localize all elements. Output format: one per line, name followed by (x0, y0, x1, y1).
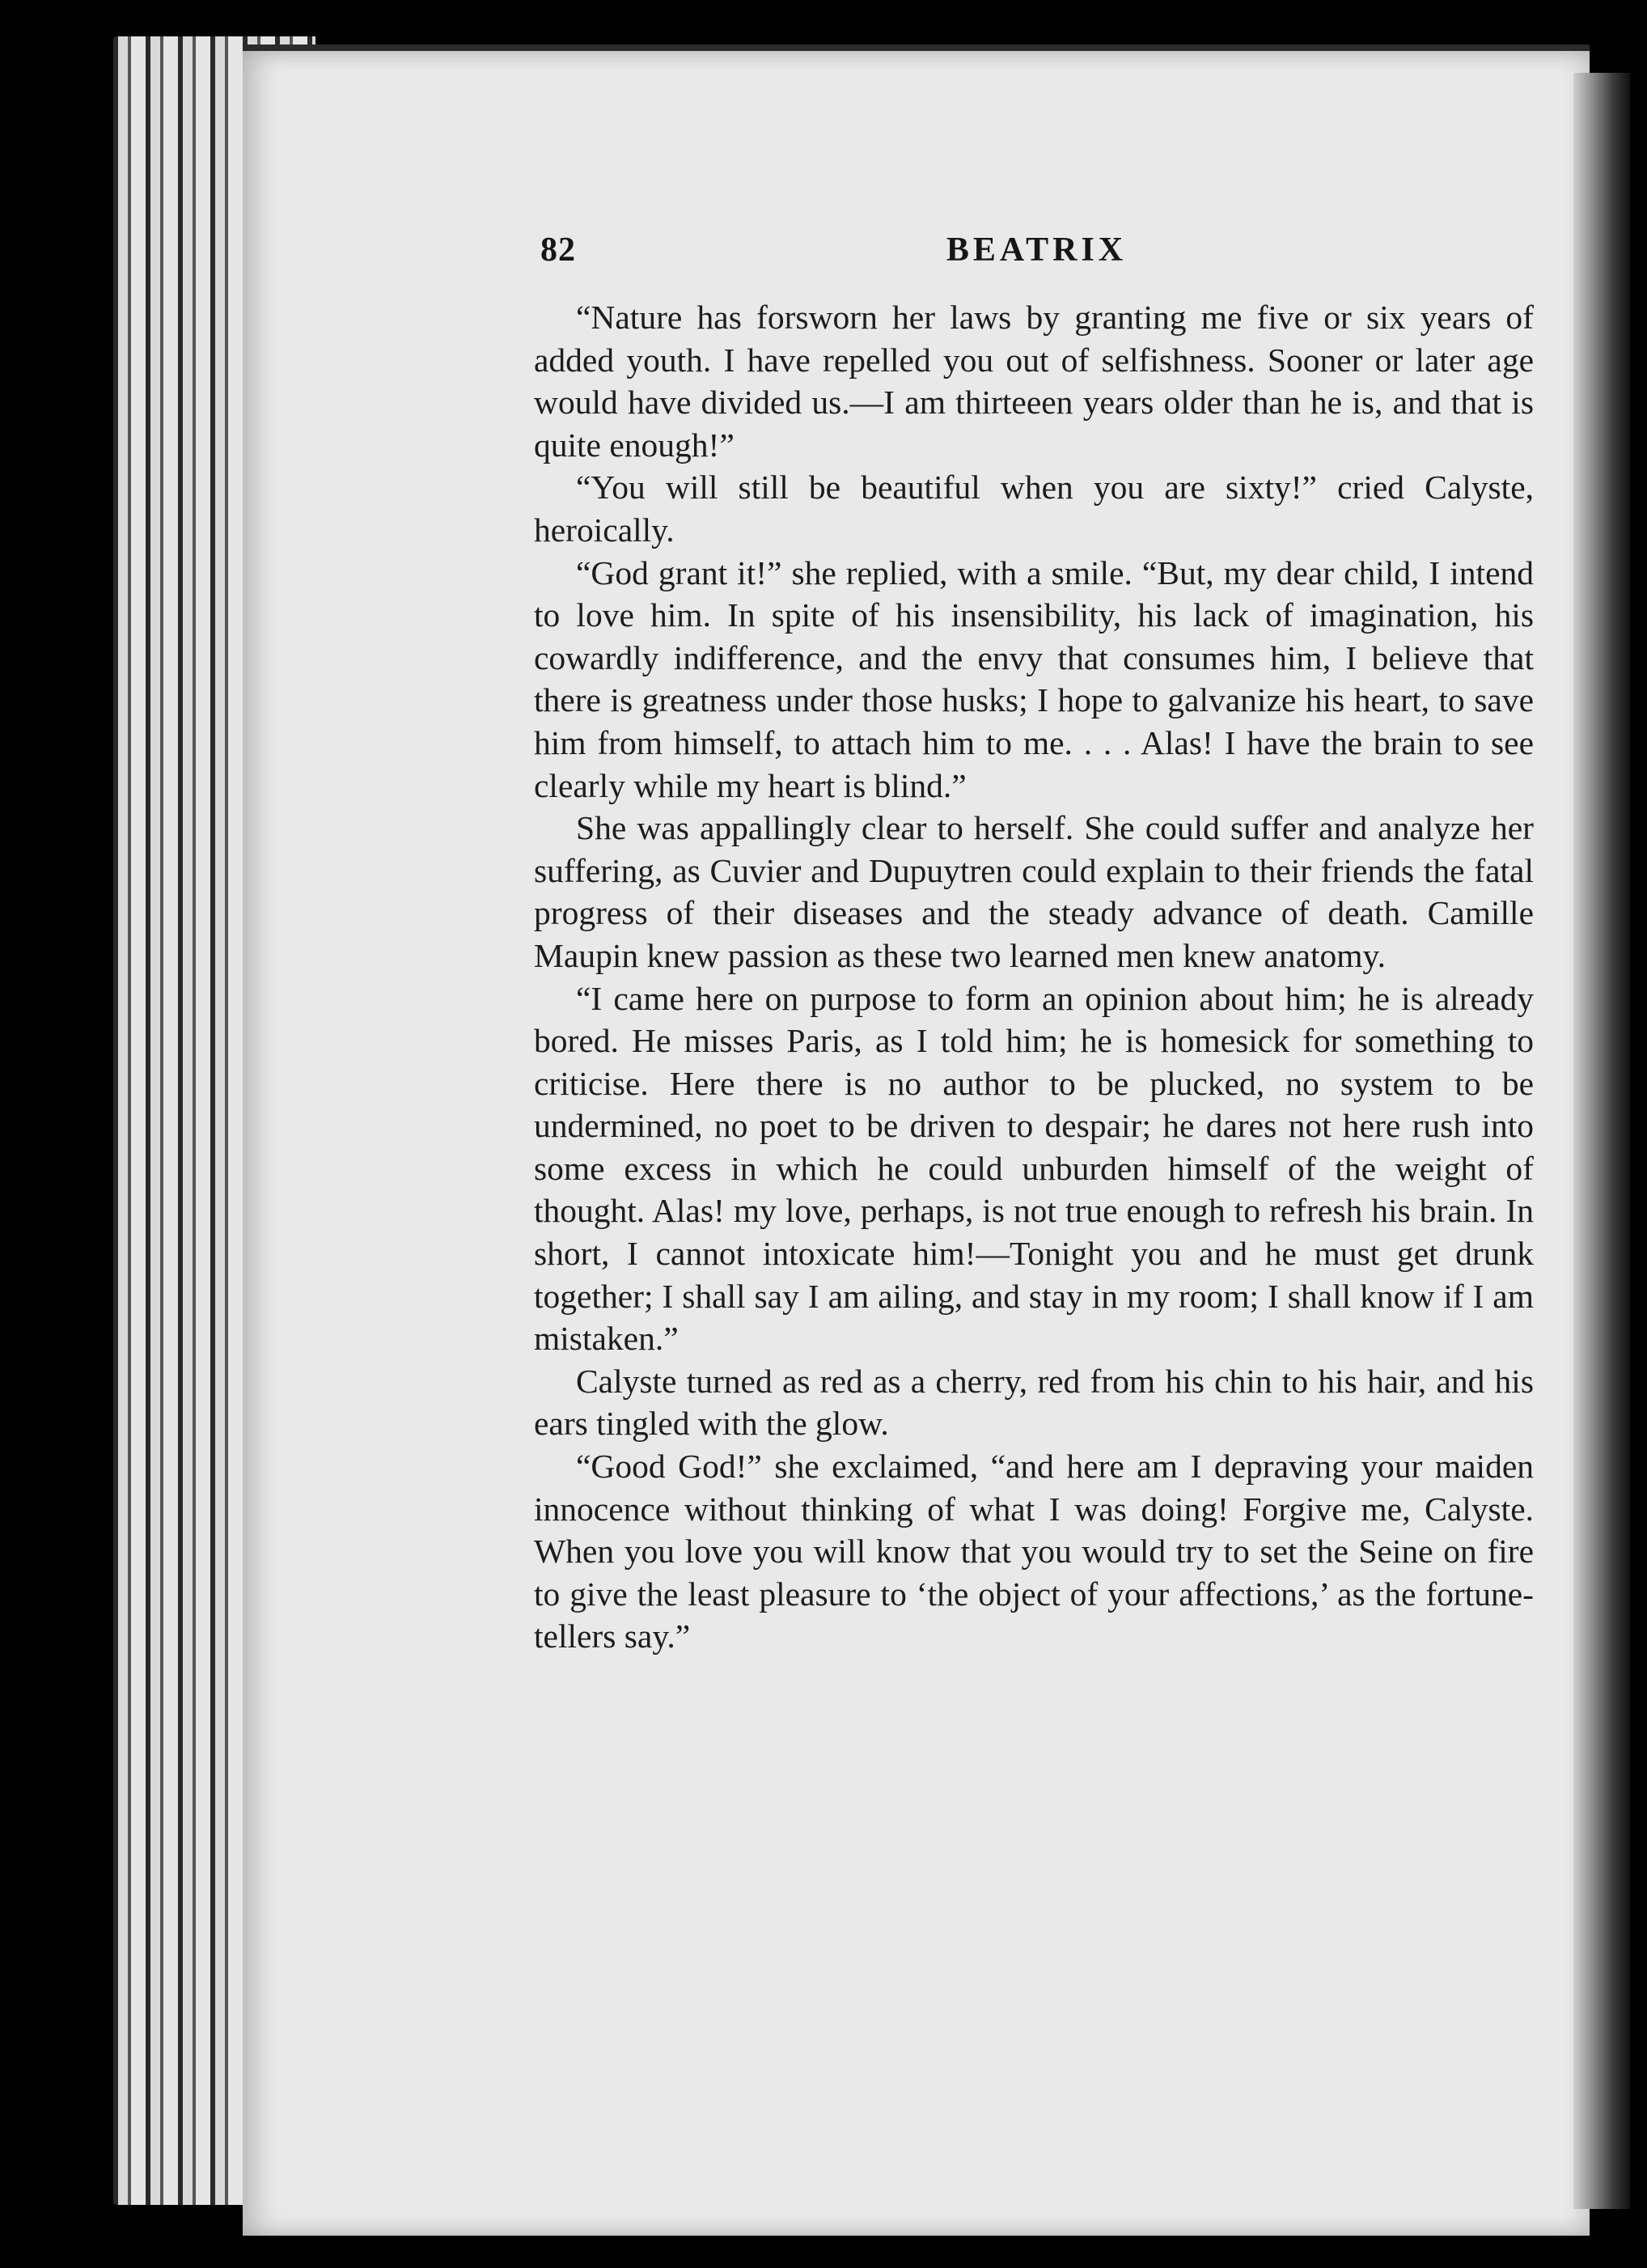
body-text (534, 296, 1534, 1658)
paragraph: “Nature has forsworn her laws by granting me five or six years of added youth. I have repelled you out of selfishness. Sooner or later age would have divided us.—I am thirteeen years older than he is, and that is quite enough!” (534, 299, 1534, 464)
paragraph: She was appallingly clear to herself. She could suffer and analyze her suffering, as Cuvier and Dupuytren could explain to their friends the fatal progress of their diseases and the steady advance of death. Camille Maupin knew passion as these two learned men knew anatomy. (534, 809, 1534, 974)
paragraph: “I came here on purpose to form an opinion about him; he is already bored. He misses Paris, as I told him; he is homesick for something to criticise. Here there is no author to be plucked, no system to be undermined, no poet to be driven to despair; he dares not here rush into some excess in which he could unburden himself of the weight of thought. Alas! my love, perhaps, is not true enough to refresh his brain. In short, I cannot intoxicate him!—Tonight you and he must get drunk together; I shall say I am ailing, and stay in my room; I shall know if I am mistaken.” (534, 979, 1534, 1358)
paragraph: “God grant it!” she replied, with a smile. “But, my dear child, I intend to love him. In spite of his insensibility, his lack of imagination, his cowardly indifference, and the envy that consumes him, I believe that there is greatness under those husks; I hope to galvanize his heart, to save him from himself, to attach him to me. . . . Alas! I have the brain to see clearly while my heart is blind.” (534, 553, 1534, 804)
page-number: 82 (540, 231, 576, 269)
paragraph: Calyste turned as red as a cherry, red from his chin to his hair, and his ears tingled with the glow. (534, 1362, 1534, 1443)
running-title: BEATRIX (946, 231, 1128, 269)
paragraph: “Good God!” she exclaimed, “and here am I depraving your maiden innocence without thinking of what I was doing! Forgive me, Calyste. When you love you will know that you would try to set the Seine on fire to give the least pleasure to ‘the object of your affections,’ as the fortunetellers say.” (534, 1448, 1534, 1655)
page-curl-shadow (1573, 73, 1630, 2209)
paragraph: “You will still be beautiful when you are sixty!” cried Calyste, heroically. (534, 468, 1534, 549)
page-header (540, 231, 1533, 279)
